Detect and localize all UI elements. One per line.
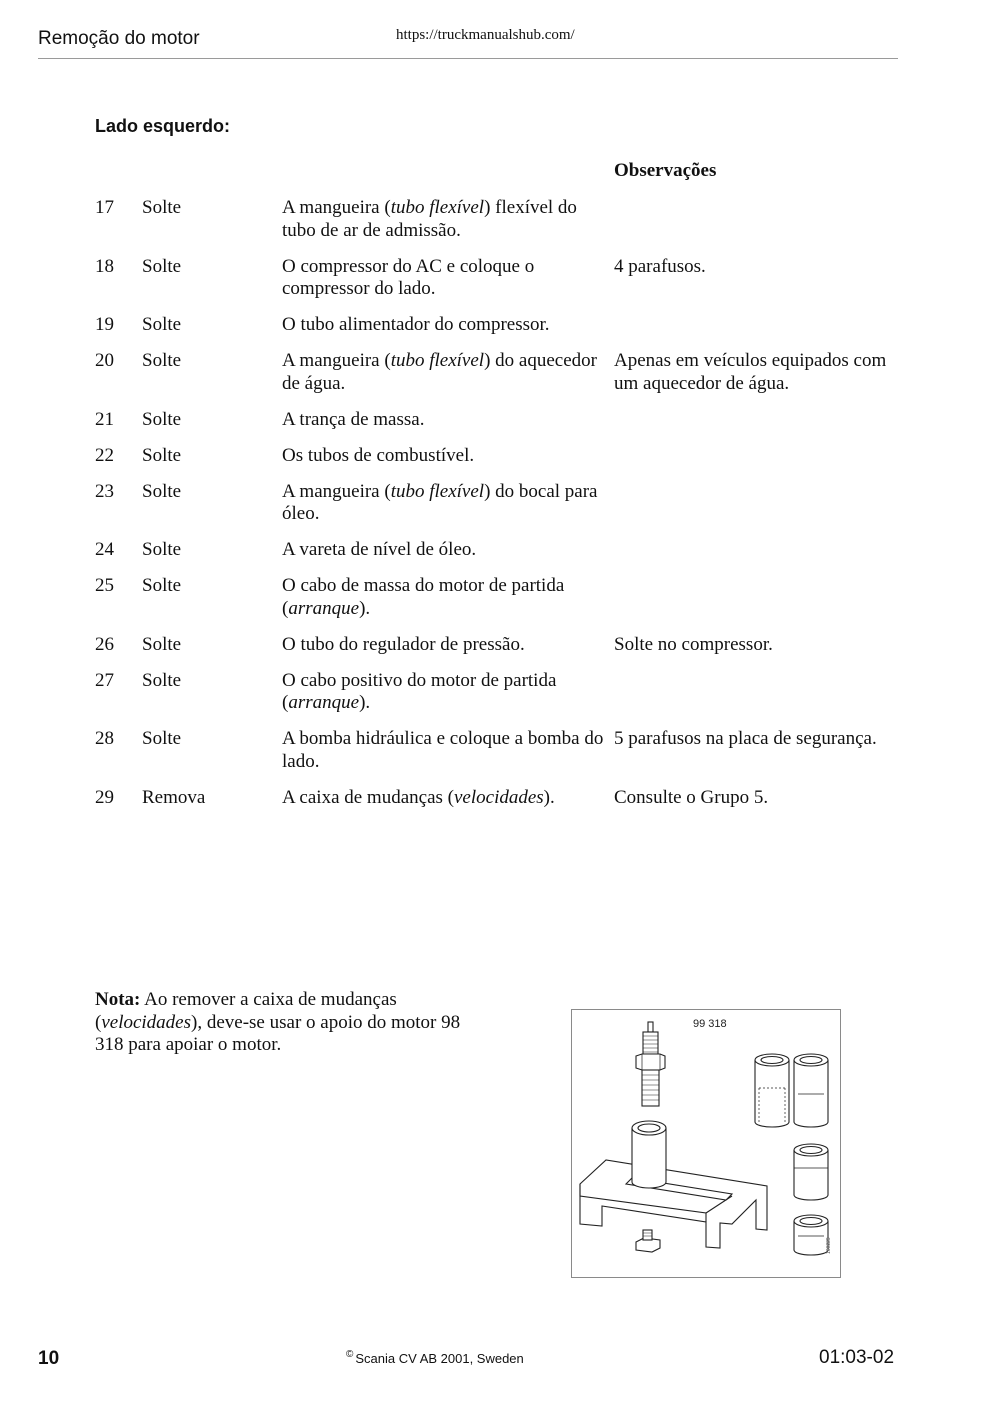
hex-nut — [636, 1054, 665, 1070]
step-row — [95, 350, 915, 395]
step-number: 22 — [95, 444, 114, 466]
step-text: ) flexível do tubo de ar de admissão. — [282, 197, 577, 241]
step-text: ) do aquecedor de água. — [282, 350, 597, 394]
step-action: Solte — [142, 728, 182, 749]
step-description — [282, 350, 614, 395]
step-description — [282, 314, 614, 337]
step-action: Solte — [142, 539, 182, 560]
step-description — [282, 481, 614, 526]
step-number: 21 — [95, 408, 114, 430]
step-row — [95, 634, 915, 657]
tool-illustration — [572, 1010, 840, 1277]
step-description — [282, 256, 614, 301]
header-url-link[interactable]: https://truckmanualshub.com/ — [396, 27, 575, 43]
step-term-italic: tubo flexível — [390, 480, 485, 502]
step-action: Solte — [142, 633, 182, 655]
note-text: ), deve-se usar o apoio do motor 98 318 para apoiar o motor. — [95, 1011, 461, 1055]
step-number: 25 — [95, 575, 114, 596]
step-text: ). — [359, 597, 371, 619]
spindle-lower-thread — [642, 1070, 659, 1106]
step-term-italic: tubo flexível — [390, 197, 485, 218]
step-term-italic: arranque — [288, 692, 360, 713]
step-number: 24 — [95, 539, 114, 560]
support-column — [632, 1128, 666, 1188]
step-number: 19 — [95, 314, 114, 335]
step-row — [95, 539, 915, 562]
step-observation — [614, 481, 914, 526]
step-action: Solte — [142, 669, 182, 691]
step-observation — [614, 539, 914, 562]
step-row — [95, 445, 915, 468]
step-text: ). — [359, 692, 371, 713]
step-action: Solte — [142, 350, 182, 371]
step-number: 28 — [95, 728, 114, 749]
note-paragraph — [95, 989, 475, 1057]
step-row — [95, 409, 915, 432]
step-action: Remova — [142, 786, 206, 808]
step-row — [95, 256, 915, 301]
step-action: Solte — [142, 255, 182, 277]
step-description — [282, 575, 614, 620]
step-number: 18 — [95, 255, 114, 277]
step-description — [282, 539, 614, 562]
step-text: A bomba hidráulica e coloque a bomba do lado. — [282, 728, 604, 772]
running-header-title: Remoção do motor — [38, 28, 200, 49]
page-number: 10 — [38, 1348, 60, 1369]
step-row — [95, 728, 915, 773]
step-number: 20 — [95, 350, 114, 371]
step-text: Os tubos de combustível. — [282, 444, 475, 466]
step-text: O compressor do AC e coloque o compressor do lado. — [282, 255, 535, 299]
step-row — [95, 575, 915, 620]
step-observation — [614, 314, 914, 337]
step-description — [282, 670, 614, 715]
step-observation: Apenas em veículos equipados com um aquecedor de água. — [614, 350, 887, 394]
step-observation: Solte no compressor. — [614, 633, 773, 655]
step-action: Solte — [142, 197, 182, 218]
support-plate — [580, 1160, 767, 1248]
step-number: 29 — [95, 786, 114, 808]
step-text: O tubo do regulador de pressão. — [282, 633, 525, 655]
step-number: 26 — [95, 633, 114, 655]
step-number: 17 — [95, 197, 114, 218]
step-row — [95, 314, 915, 337]
step-action: Solte — [142, 575, 182, 596]
step-text: O cabo de massa do motor de partida ( — [282, 575, 565, 619]
step-observation — [614, 670, 914, 715]
step-action: Solte — [142, 480, 182, 502]
step-description — [282, 409, 614, 432]
header-divider — [38, 58, 898, 59]
copyright-symbol: © — [346, 1349, 354, 1360]
step-text: ) do bocal para óleo. — [282, 480, 598, 524]
step-observation — [614, 445, 914, 468]
step-row — [95, 481, 915, 526]
step-observation: 4 parafusos. — [614, 255, 706, 277]
procedure-steps-list — [95, 197, 915, 823]
step-term-italic: tubo flexível — [390, 350, 485, 371]
step-term-italic: arranque — [288, 597, 360, 619]
bushing-3 — [794, 1150, 828, 1200]
step-observation — [614, 575, 914, 620]
note-term-italic: velocidades — [101, 1011, 192, 1033]
step-text: A vareta de nível de óleo. — [282, 539, 477, 560]
step-text: A caixa de mudanças ( — [282, 786, 454, 808]
step-description — [282, 728, 614, 773]
step-action: Solte — [142, 444, 182, 466]
figure-code: 160229 — [826, 1237, 832, 1254]
step-number: 27 — [95, 669, 114, 691]
step-observation: Consulte o Grupo 5. — [614, 786, 769, 808]
tool-number-label: 99 318 — [693, 1018, 727, 1030]
step-text: A mangueira ( — [282, 480, 391, 502]
step-text: O tubo alimentador do compressor. — [282, 314, 550, 335]
note-label: Nota: — [95, 989, 141, 1010]
spindle-thread — [643, 1032, 658, 1054]
bushing-1 — [755, 1060, 789, 1127]
step-description — [282, 445, 614, 468]
document-date: 01:03-02 — [819, 1347, 895, 1368]
copyright-text: Scania CV AB 2001, Sweden — [355, 1351, 524, 1366]
step-row — [95, 670, 915, 715]
step-text: ). — [543, 786, 555, 808]
step-observation: 5 parafusos na placa de segurança. — [614, 728, 877, 749]
step-action: Solte — [142, 408, 182, 430]
step-observation — [614, 197, 914, 242]
section-heading: Lado esquerdo: — [95, 116, 231, 136]
step-observation — [614, 409, 914, 432]
bushing-2 — [794, 1060, 828, 1127]
note-text: Ao remover a caixa de mudanças ( — [95, 989, 397, 1033]
step-term-italic: velocidades — [453, 786, 544, 808]
step-description — [282, 197, 614, 242]
step-row — [95, 787, 915, 810]
step-text: O cabo positivo do motor de partida ( — [282, 669, 557, 713]
step-text: A mangueira ( — [282, 350, 391, 371]
step-action: Solte — [142, 314, 182, 335]
engine-support-tool-figure — [571, 1009, 841, 1278]
step-description — [282, 634, 614, 657]
step-description — [282, 787, 614, 810]
spindle-tip — [648, 1022, 653, 1032]
step-number: 23 — [95, 480, 114, 502]
step-row — [95, 197, 915, 242]
observations-column-heading: Observações — [614, 160, 717, 181]
step-text: A mangueira ( — [282, 197, 391, 218]
copyright-notice — [346, 1349, 524, 1366]
step-text: A trança de massa. — [282, 408, 425, 430]
